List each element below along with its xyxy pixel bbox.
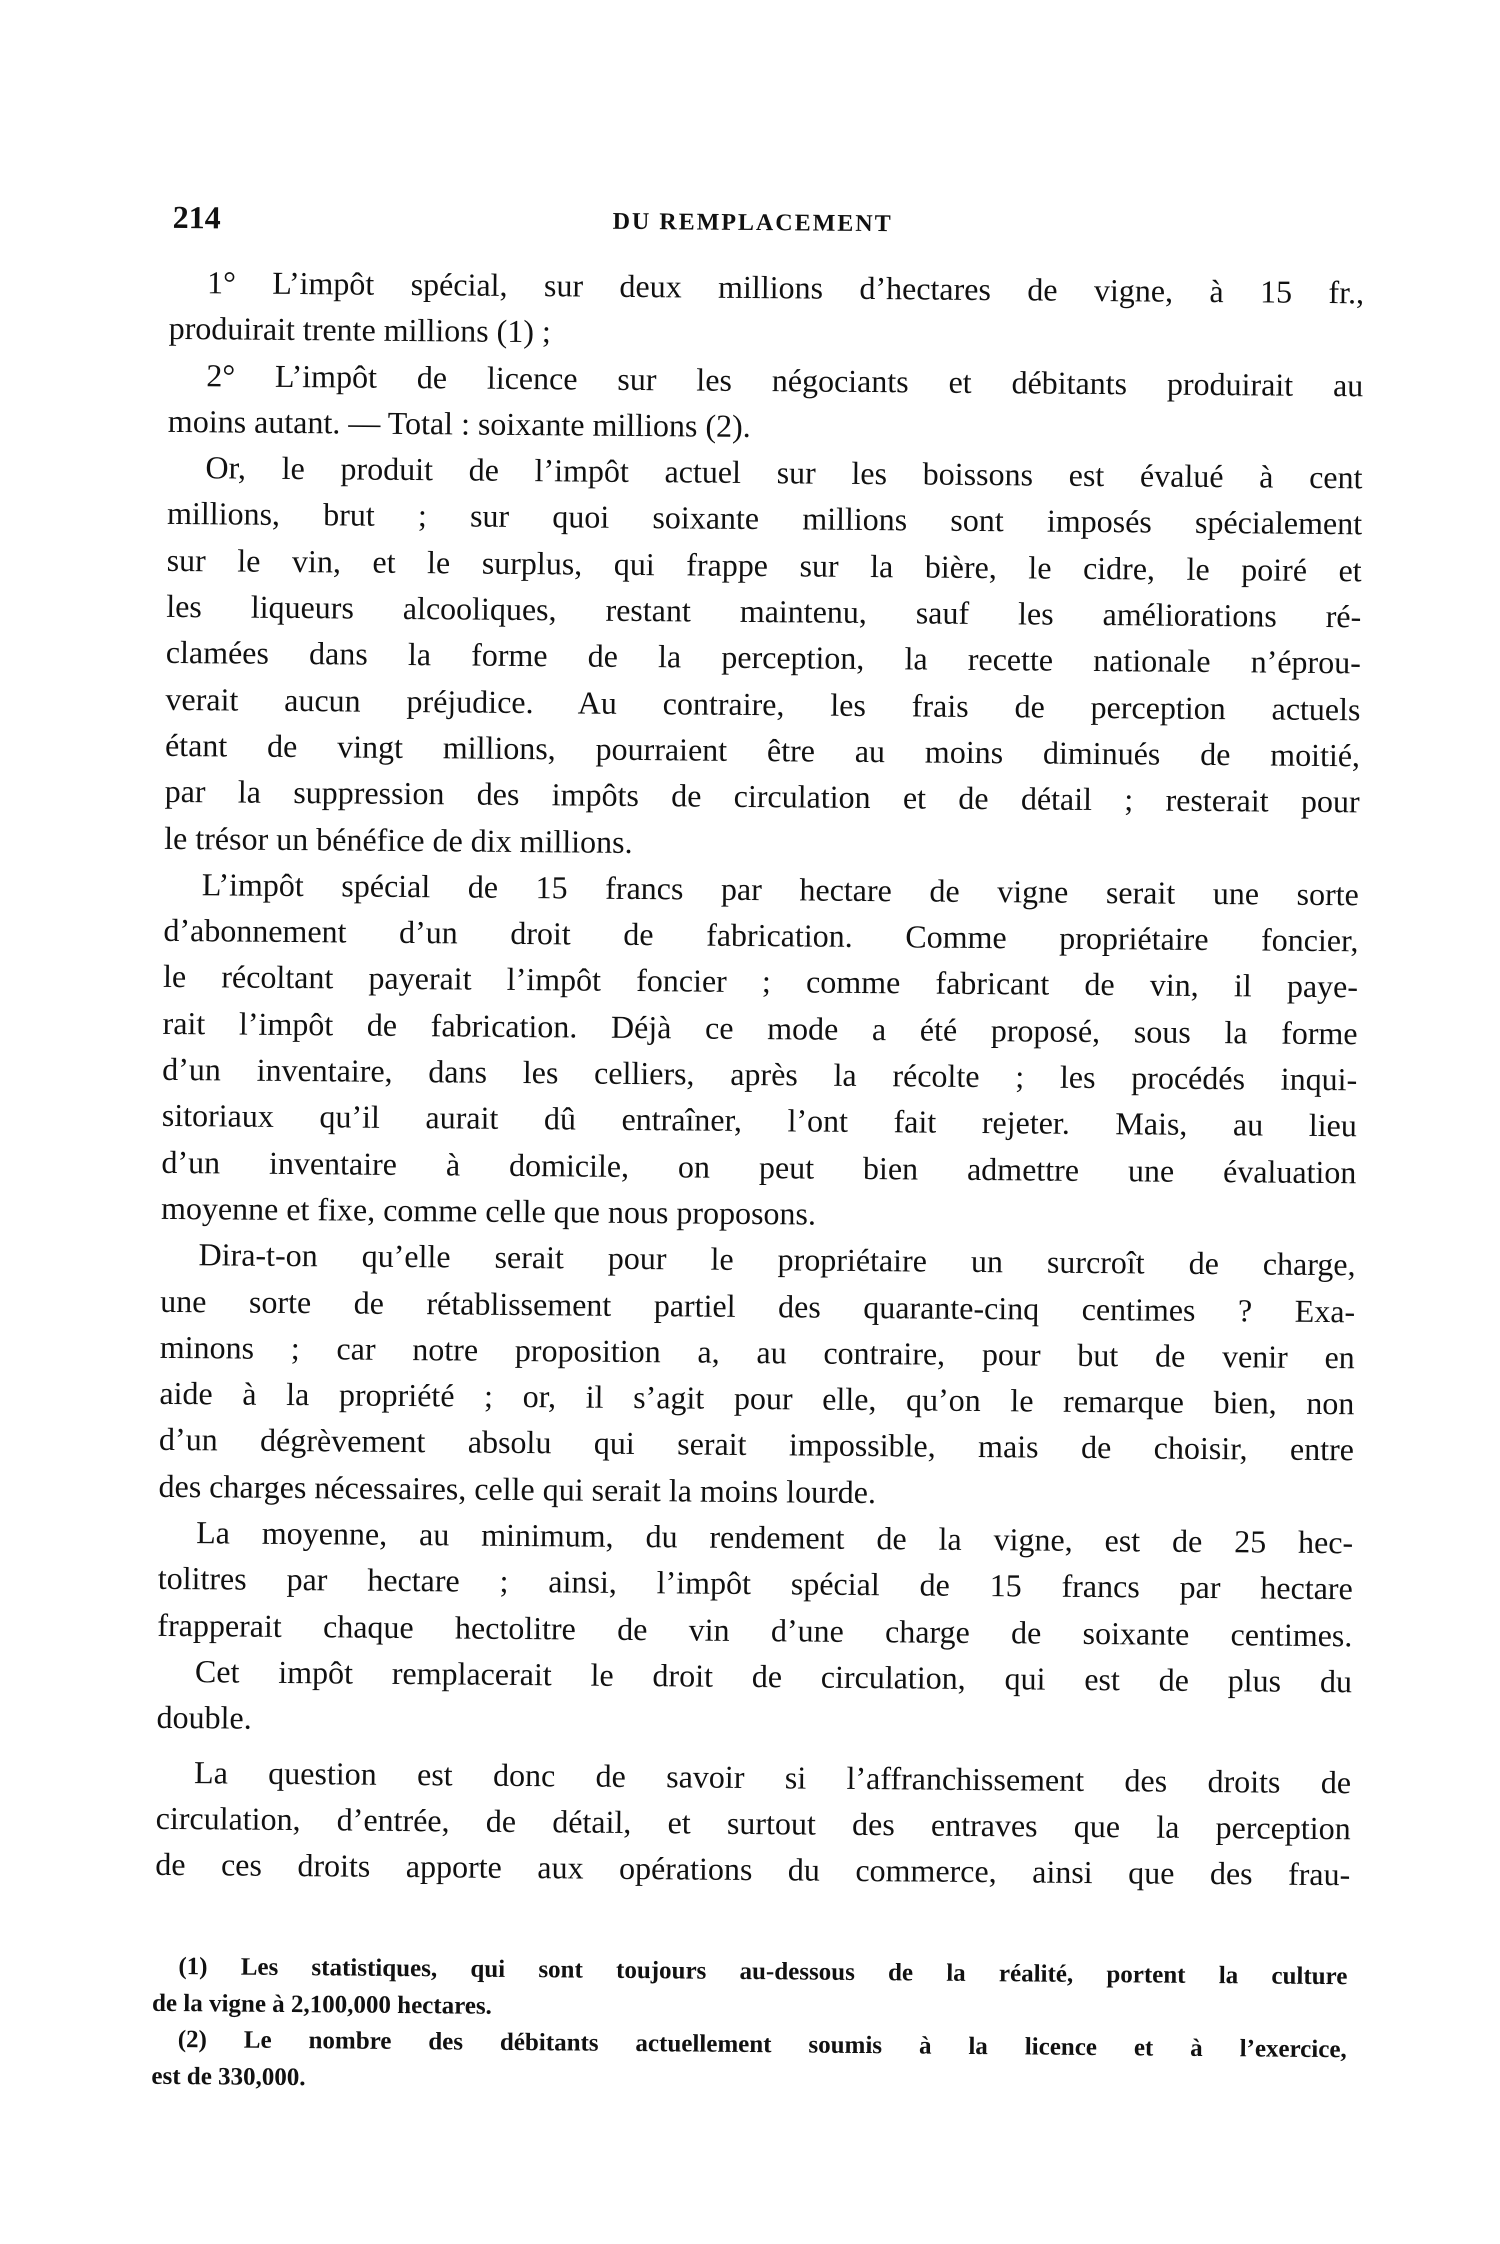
- text-line: L’impôt spécial de 15 francs par hectare de vigne serait une sorte: [201, 866, 1359, 913]
- text-line: sur le vin, et le surplus, qui frappe sur la bière, le cidre, le poiré et: [166, 541, 1362, 589]
- text-line: minons ; car notre proposition a, au contraire, pour but de venir en: [159, 1328, 1355, 1376]
- text-line: d’abonnement d’un droit de fabrication. Comme propriétaire foncier,: [163, 912, 1359, 959]
- text-line: Cet impôt remplacerait le droit de circulation, qui est de plus du: [194, 1653, 1353, 1700]
- footnote-line: de la vigne à 2,100,000 hectares.: [151, 1989, 492, 2020]
- text-line: moyenne et fixe, comme celle que nous proposons.: [160, 1189, 817, 1232]
- text-line: circulation, d’entrée, de détail, et surtout des entraves que la perception: [155, 1799, 1351, 1847]
- text-line: tolitres par hectare ; ainsi, l’impôt spécial de 15 francs par hectare: [157, 1560, 1353, 1607]
- text-line: le récoltant payerait l’impôt foncier ; comme fabricant de vin, il paye-: [162, 958, 1359, 1005]
- text-line: Dira-t-on qu’elle serait pour le propriétaire un surcroît de charge,: [198, 1236, 1356, 1283]
- page-number: 214: [172, 198, 221, 236]
- text-line: 1° L’impôt spécial, sur deux millions d’hectares de vigne, à 15 fr.,: [206, 264, 1365, 311]
- footnote-line: (2) Le nombre des débitants actuellement soumis à la licence et à l’exercice,: [177, 2026, 1347, 2064]
- text-line: double.: [156, 1699, 252, 1736]
- text-line: d’un inventaire, dans les celliers, après la récolte ; les procédés inqui-: [162, 1050, 1358, 1098]
- body-text: [155, 259, 1364, 1898]
- text-line: La question est donc de savoir si l’affranchissement des droits de: [193, 1753, 1352, 1800]
- text-line: Or, le produit de l’impôt actuel sur les boissons est évalué à cent: [205, 449, 1363, 496]
- text-line: par la suppression des impôts de circulation et de détail ; resterait pour: [164, 773, 1360, 820]
- text-line: des charges nécessaires, celle qui serait la moins lourde.: [158, 1467, 877, 1510]
- text-line: rait l’impôt de fabrication. Déjà ce mode a été proposé, sous la forme: [162, 1004, 1358, 1052]
- text-line: moins autant. — Total : soixante millions (2).: [167, 402, 751, 444]
- text-line: d’un inventaire à domicile, on peut bien admettre une évaluation: [161, 1143, 1357, 1190]
- text-line: aide à la propriété ; or, il s’agit pour elle, qu’on le remarque bien, non: [159, 1374, 1355, 1422]
- text-line: 2° L’impôt de licence sur les négociants et débitants produirait au: [206, 356, 1364, 403]
- running-title: DU REMPLACEMENT: [612, 208, 893, 238]
- text-line: frapperait chaque hectolitre de vin d’une charge de soixante centimes.: [157, 1606, 1353, 1653]
- text-line: une sorte de rétablissement partiel des quarante-cinq centimes ? Exa-: [160, 1282, 1356, 1329]
- text-line: le trésor un bénéfice de dix millions.: [164, 819, 633, 860]
- text-line: produirait trente millions (1) ;: [168, 310, 551, 350]
- text-line: étant de vingt millions, pourraient être au moins diminués de moitié,: [164, 726, 1361, 774]
- text-line: verait aucun préjudice. Au contraire, les frais de perception actuels: [165, 680, 1361, 727]
- text-line: les liqueurs alcooliques, restant maintenu, sauf les améliorations ré-: [166, 587, 1362, 635]
- text-line: millions, brut ; sur quoi soixante millions sont imposés spécialement: [166, 495, 1363, 542]
- footnote-line: est de 330,000.: [151, 2062, 306, 2092]
- text-line: de ces droits apporte aux opérations du commerce, ainsi que des frau-: [155, 1845, 1351, 1893]
- footnote-line: (1) Les statistiques, qui sont toujours au-dessous de la réalité, portent la culture: [178, 1953, 1348, 1991]
- text-line: clamées dans la forme de la perception, la recette nationale n’éprou-: [165, 634, 1361, 681]
- footnotes: [151, 1949, 1347, 2106]
- text-line: d’un dégrèvement absolu qui serait impossible, mais de choisir, entre: [158, 1421, 1355, 1468]
- text-line: sitoriaux qu’il aurait dû entraîner, l’ont fait rejeter. Mais, au lieu: [161, 1097, 1357, 1144]
- text-line: La moyenne, au minimum, du rendement de la vigne, est de 25 hec-: [196, 1514, 1354, 1561]
